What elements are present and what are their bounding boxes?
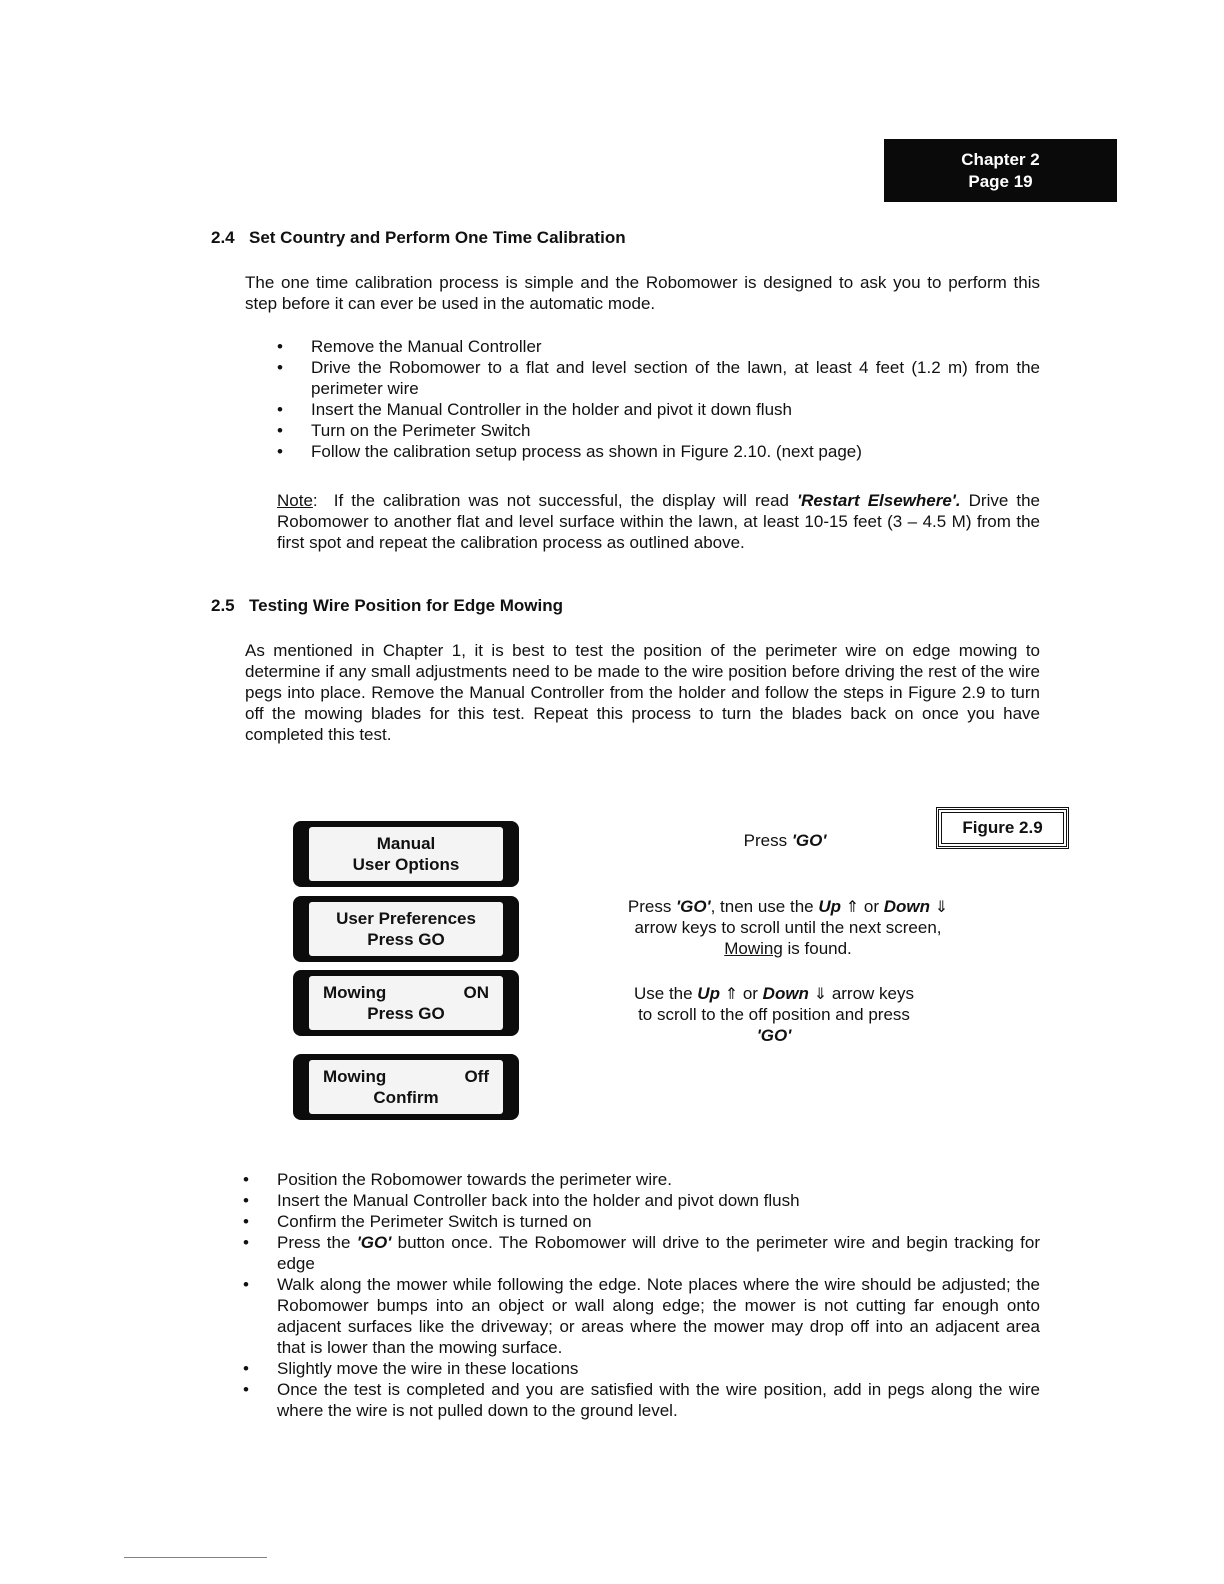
chapter-page-badge <box>884 139 1117 202</box>
footnote-separator <box>124 1557 267 1558</box>
list-item: • Confirm the Perimeter Switch is turned on <box>243 1212 592 1231</box>
section-heading-2-4 <box>211 228 626 248</box>
up-arrow-icon: ⇑ <box>845 897 860 916</box>
list-item: • Walk along the mower while following the edge. Note places where the wire should be adjusted; the Robomower bumps into an object or wall along edge; the mower is not cutting far enough onto adjacent surfaces like the driveway; or areas where the mower may drop off into an adjacent area that is lower than the mowing surface. <box>243 1275 1040 1357</box>
calibration-intro: The one time calibration process is simple and the Robomower is designed to ask you to perform this step before it can ever be used in the automatic mode. <box>245 273 1040 313</box>
list-item: • Press the 'GO' button once. The Robomower will drive to the perimeter wire and begin tracking for edge <box>243 1233 1040 1273</box>
lcd-screen-mowing-on: Mowing ON Press GO <box>293 970 519 1036</box>
down-arrow-icon: ⇓ <box>813 984 828 1003</box>
list-item: • Position the Robomower towards the perimeter wire. <box>243 1170 672 1189</box>
section-title: Testing Wire Position for Edge Mowing <box>249 596 564 615</box>
list-item: • Follow the calibration setup process as shown in Figure 2.10. (next page) <box>277 442 862 461</box>
restart-elsewhere-text: 'Restart Elsewhere'. <box>797 491 961 510</box>
section-number: 2.4 <box>211 228 235 247</box>
page-label: Page 19 <box>968 171 1033 191</box>
edge-mowing-intro: As mentioned in Chapter 1, it is best to test the position of the perimeter wire on edge mowing to determine if any small adjustments need to be made to the wire position before driving the rest of the wire pegs into place. Remove the Manual Controller from the holder and follow the steps in Figure 2.9 to turn off the mowing blades for this test. Repeat this process to turn the blades back on once you have completed this test. <box>245 641 1040 744</box>
section-title: Set Country and Perform One Time Calibration <box>249 228 626 247</box>
list-item: • Insert the Manual Controller back into the holder and pivot down flush <box>243 1191 800 1210</box>
section-heading-2-5 <box>211 596 563 616</box>
figure-step-3: Use the Up ⇑ or Down ⇓ arrow keys to scroll to the off position and press 'GO' <box>633 984 915 1045</box>
lcd-screen-manual: Manual User Options <box>293 821 519 887</box>
calibration-steps-list <box>277 336 1040 462</box>
chapter-label: Chapter 2 <box>961 149 1040 169</box>
list-item: • Insert the Manual Controller in the holder and pivot it down flush <box>277 400 792 419</box>
up-arrow-icon: ⇑ <box>724 984 739 1003</box>
list-item: • Turn on the Perimeter Switch <box>277 421 531 440</box>
calibration-note: Note: If the calibration was not successful, the display will read 'Restart Elsewhere'. Drive the Robomower to another flat and level surface within the lawn, at least 10-15 feet (3 – 4.5 M) from the first spot and repeat the calibration process as outlined above. <box>277 491 1040 552</box>
note-label: Note <box>277 491 313 510</box>
figure-label: Figure 2.9 <box>936 807 1069 849</box>
list-item: • Drive the Robomower to a flat and level section of the lawn, at least 4 feet (1.2 m) from the perimeter wire <box>277 358 1040 398</box>
figure-step-1: Press 'GO' <box>743 831 827 850</box>
list-item: • Once the test is completed and you are satisfied with the wire position, add in pegs along the wire where the wire is not pulled down to the ground level. <box>243 1380 1040 1420</box>
section-number: 2.5 <box>211 596 235 615</box>
down-arrow-icon: ⇓ <box>934 897 949 916</box>
figure-step-2: Press 'GO', tnen use the Up ⇑ or Down ⇓ arrow keys to scroll until the next screen, Mowing is found. <box>627 897 949 958</box>
lcd-screen-mowing-off: Mowing Off Confirm <box>293 1054 519 1120</box>
list-item: • Slightly move the wire in these locations <box>243 1359 579 1378</box>
lcd-screen-user-preferences: User Preferences Press GO <box>293 896 519 962</box>
edge-test-steps-list <box>243 1169 1040 1421</box>
list-item: • Remove the Manual Controller <box>277 337 542 356</box>
